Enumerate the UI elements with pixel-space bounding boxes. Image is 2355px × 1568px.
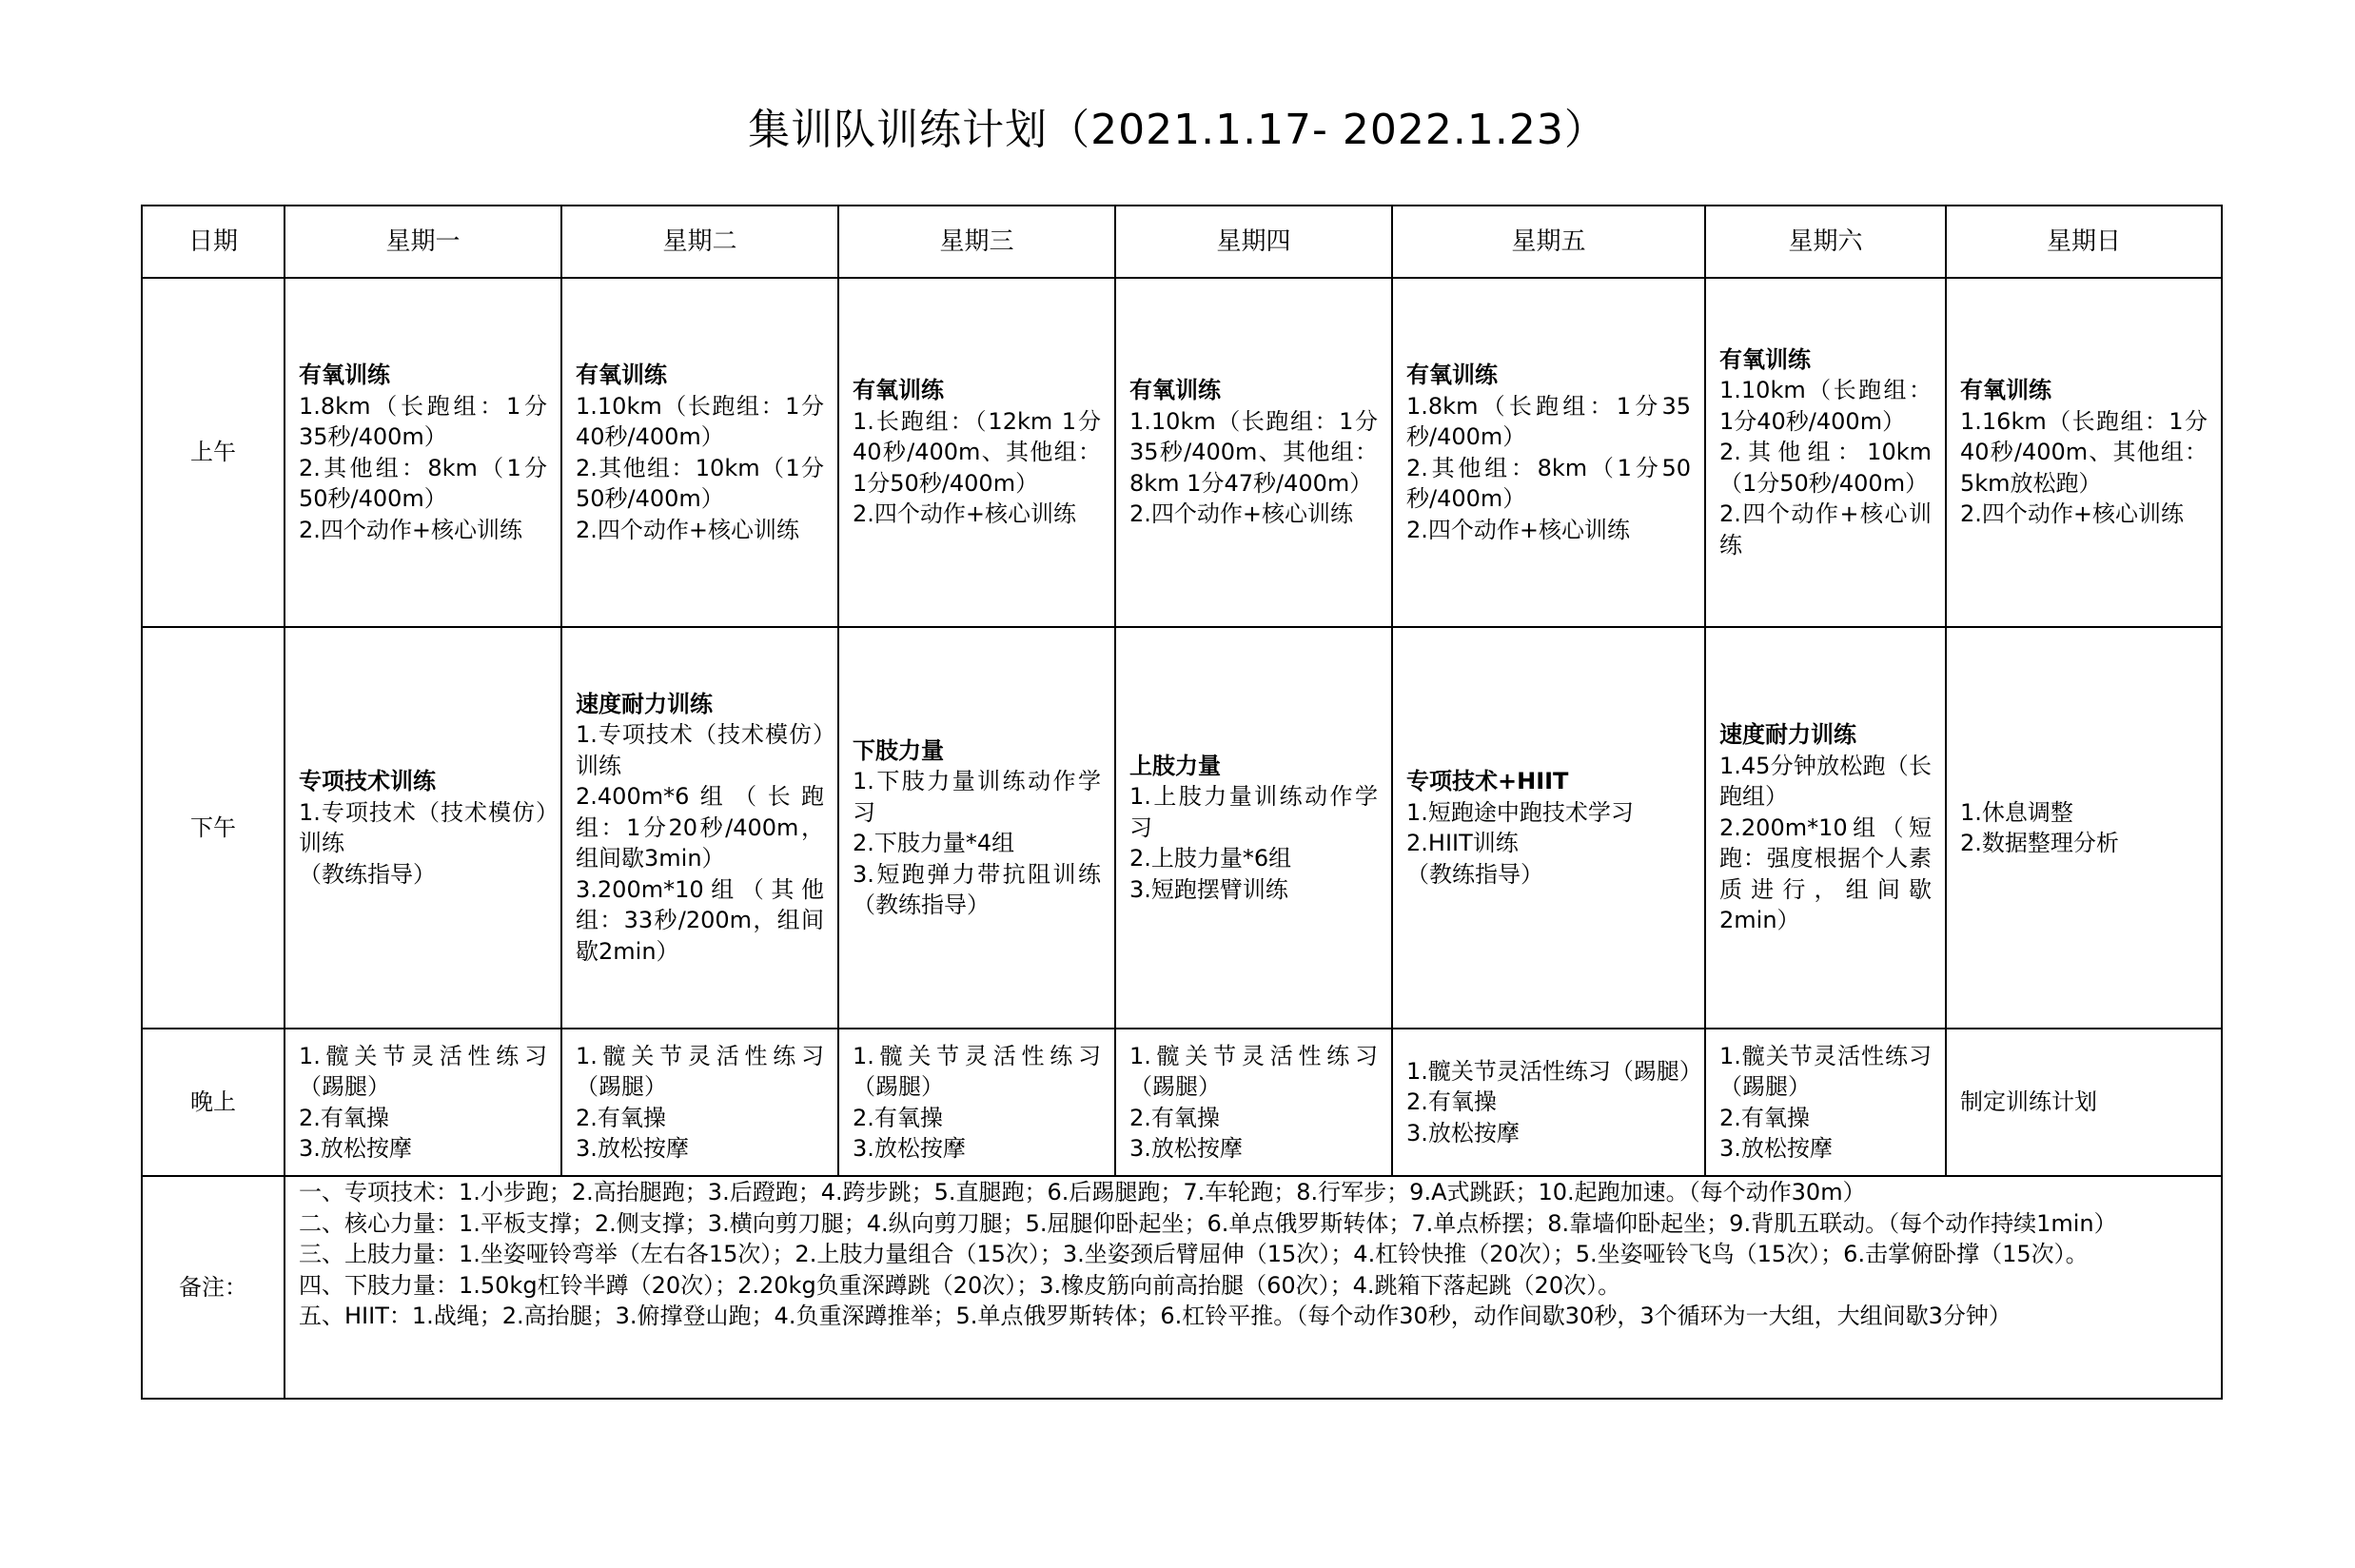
note-line: 二、核心力量：1.平板支撑；2.侧支撑；3.横向剪刀腿；4.纵向剪刀腿；5.屈腿仰卧起坐；6.单点俄罗斯转体；7.单点桥摆；8.靠墙仰卧起坐；9.背肌五联动。（每个动作持续1min）: [299, 1209, 2117, 1237]
cell-line: 3.放松按摩: [1719, 1135, 1833, 1162]
cell-line: 3.200m*10组（其他组：33秒/200m，组间歇2min）: [576, 875, 824, 965]
cell-line: 1.长跑组：（12km 1分40秒/400m、其他组：1分50秒/400m）: [853, 407, 1101, 497]
cell-heading: 速度耐力训练: [1719, 721, 1856, 749]
morning-cell-day-7: [1946, 278, 2222, 627]
cell-line: 2.其他组：8km（1分50秒/400m）: [299, 454, 547, 512]
header-day: 星期三: [838, 206, 1115, 278]
cell-line: 1.45分钟放松跑（长跑组）: [1719, 752, 1932, 811]
cell-line: 2.四个动作+核心训练: [1129, 500, 1354, 528]
notes-label: 备注：: [142, 1176, 285, 1399]
afternoon-cell-day-3: [838, 627, 1115, 1029]
evening-cell-day-1: [285, 1029, 561, 1176]
afternoon-cell-day-5: [1392, 627, 1705, 1029]
cell-heading: 有氧训练: [1960, 377, 2051, 404]
cell-heading: 专项技术训练: [299, 768, 436, 794]
cell-line: 1.8km（长跑组：1分35秒/400m）: [299, 392, 547, 450]
cell-line: 2.有氧操: [299, 1104, 389, 1131]
afternoon-cell-day-2: [561, 627, 838, 1029]
evening-cell-day-3: [838, 1029, 1115, 1176]
note-line: 五、HIIT：1.战绳；2.高抬腿；3.俯撑登山跑；4.负重深蹲推举；5.单点俄罗斯转体；6.杠铃平推。（每个动作30秒，动作间歇30秒，3个循环为一大组，大组间歇3分钟）: [299, 1303, 2012, 1329]
cell-heading: 有氧训练: [1129, 377, 1221, 404]
cell-line: 2.数据整理分析: [1960, 830, 2119, 856]
header-day: 星期六: [1705, 206, 1946, 278]
cell-line: 3.放松按摩: [299, 1135, 412, 1162]
cell-line: 1.髋关节灵活性练习（踢腿）: [1719, 1042, 1932, 1100]
header-date: 日期: [142, 206, 285, 278]
cell-line: 2.HIIT训练: [1406, 830, 1519, 856]
cell-heading: 上肢力量: [1129, 752, 1221, 779]
header-row: [142, 206, 2222, 278]
cell-line: 2.四个动作+核心训练: [853, 500, 1077, 528]
afternoon-cell-day-1: [285, 627, 561, 1029]
cell-line: 2.有氧操: [1719, 1104, 1810, 1131]
cell-line: 1.16km（长跑组：1分40秒/400m、其他组：5km放松跑）: [1960, 407, 2208, 497]
cell-line: 1.髋关节灵活性练习（踢腿）: [853, 1042, 1101, 1100]
notes-cell: [285, 1176, 2222, 1399]
cell-line: 2.其他组：8km（1分50秒/400m）: [1406, 454, 1691, 512]
cell-line: 1.10km（长跑组：1分40秒/400m）: [576, 392, 824, 450]
header-day: 星期四: [1115, 206, 1392, 278]
cell-line: 1.上肢力量训练动作学习: [1129, 783, 1378, 841]
header-day: 星期日: [1946, 206, 2222, 278]
note-line: 四、下肢力量：1.50kg杠铃半蹲（20次）；2.20kg负重深蹲跳（20次）；3.橡皮筋向前高抬腿（60次）；4.跳箱下落起跳（20次）。: [299, 1271, 1621, 1299]
note-line: 三、上肢力量：1.坐姿哑铃弯举（左右各15次）；2.上肢力量组合（15次）；3.坐姿颈后臂屈伸（15次）；4.杠铃快推（20次）；5.坐姿哑铃飞鸟（15次）；6.击掌俯卧撑（15次）。: [299, 1241, 2089, 1267]
cell-line: 1.髋关节灵活性练习（踢腿）: [576, 1042, 824, 1100]
cell-heading: 有氧训练: [1406, 362, 1498, 388]
cell-line: 1.专项技术（技术模仿）训练: [299, 798, 547, 856]
cell-line: 2.400m*6组（长跑组：1分20秒/400m，组间歇3min）: [576, 783, 824, 872]
cell-heading: 速度耐力训练: [576, 690, 713, 717]
cell-line: 2.上肢力量*6组: [1129, 845, 1292, 872]
cell-line: 2.有氧操: [1129, 1104, 1220, 1131]
header-day: 星期一: [285, 206, 561, 278]
cell-line: 1.髋关节灵活性练习（踢腿）: [1406, 1057, 1702, 1085]
evening-cell-day-7: [1946, 1029, 2222, 1176]
training-plan-table: [141, 205, 2223, 1400]
cell-heading: 有氧训练: [853, 377, 944, 404]
row-label-morning: 上午: [142, 278, 285, 627]
morning-cell-day-5: [1392, 278, 1705, 627]
cell-heading: 专项技术+HIIT: [1406, 768, 1569, 794]
cell-heading: 下肢力量: [853, 736, 944, 764]
cell-line: 2.四个动作+核心训练: [1406, 516, 1631, 543]
afternoon-cell-day-4: [1115, 627, 1392, 1029]
cell-line: 3.放松按摩: [1129, 1135, 1243, 1162]
cell-heading: 有氧训练: [1719, 345, 1811, 373]
cell-heading: 有氧训练: [299, 362, 390, 388]
cell-line: 制定训练计划: [1960, 1088, 2097, 1116]
cell-line: 2.其他组：10km（1分50秒/400m）: [576, 454, 824, 512]
row-label-evening: 晚上: [142, 1029, 285, 1176]
cell-line: 1.下肢力量训练动作学习: [853, 768, 1101, 826]
cell-line: 2.有氧操: [853, 1104, 943, 1131]
header-day: 星期五: [1392, 206, 1705, 278]
cell-line: 1.8km（长跑组：1分35秒/400m）: [1406, 392, 1691, 450]
morning-cell-day-1: [285, 278, 561, 627]
morning-row: [142, 278, 2222, 627]
cell-line: 2.四个动作+核心训练: [299, 516, 523, 543]
cell-line: 3.放松按摩: [853, 1135, 966, 1162]
cell-line: 2.下肢力量*4组: [853, 830, 1015, 856]
header-day: 星期二: [561, 206, 838, 278]
morning-cell-day-3: [838, 278, 1115, 627]
cell-line: 1.髋关节灵活性练习（踢腿）: [299, 1042, 547, 1100]
cell-line: 3.短跑摆臂训练: [1129, 875, 1288, 903]
cell-line: 2.有氧操: [1406, 1088, 1497, 1116]
cell-line: 2.有氧操: [576, 1104, 666, 1131]
row-label-afternoon: 下午: [142, 627, 285, 1029]
morning-cell-day-2: [561, 278, 838, 627]
cell-heading: 有氧训练: [576, 362, 667, 388]
afternoon-cell-day-6: [1705, 627, 1946, 1029]
afternoon-cell-day-7: [1946, 627, 2222, 1029]
morning-cell-day-6: [1705, 278, 1946, 627]
cell-line: 2.四个动作+核心训练: [1960, 500, 2185, 528]
cell-line: 1.10km（长跑组：1分40秒/400m）: [1719, 377, 1932, 435]
cell-line: 1.休息调整: [1960, 798, 2073, 826]
cell-line: 1.髋关节灵活性练习（踢腿）: [1129, 1042, 1378, 1100]
page-title: 集训队训练计划（2021.1.17- 2022.1.23）: [748, 106, 1607, 154]
cell-line: 2.四个动作+核心训练: [576, 516, 800, 543]
cell-line: （教练指导）: [299, 860, 436, 888]
cell-line: 2.200m*10组（短跑：强度根据个人素质进行，组间歇2min）: [1719, 813, 1932, 934]
cell-line: 3.放松按摩: [576, 1135, 689, 1162]
evening-cell-day-6: [1705, 1029, 1946, 1176]
morning-cell-day-4: [1115, 278, 1392, 627]
evening-cell-day-5: [1392, 1029, 1705, 1176]
cell-line: 3.放松按摩: [1406, 1119, 1520, 1147]
evening-cell-day-4: [1115, 1029, 1392, 1176]
cell-line: 2.四个动作+核心训练: [1719, 500, 1932, 559]
evening-cell-day-2: [561, 1029, 838, 1176]
cell-line: 3.短跑弹力带抗阻训练（教练指导）: [853, 860, 1101, 918]
cell-line: 1.10km（长跑组：1分35秒/400m、其他组：8km 1分47秒/400m）: [1129, 407, 1378, 497]
afternoon-row: [142, 627, 2222, 1029]
evening-row: [142, 1029, 2222, 1176]
cell-line: （教练指导）: [1406, 860, 1543, 888]
cell-line: 1.专项技术（技术模仿）训练: [576, 721, 824, 779]
cell-line: 2.其他组：10km（1分50秒/400m）: [1719, 439, 1932, 497]
cell-line: 1.短跑途中跑技术学习: [1406, 798, 1634, 826]
notes-row: [142, 1176, 2222, 1399]
note-line: 一、专项技术：1.小步跑；2.高抬腿跑；3.后蹬跑；4.跨步跳；5.直腿跑；6.后踢腿跑；7.车轮跑；8.行军步；9.A式跳跃；10.起跑加速。（每个动作30m）: [299, 1179, 1866, 1205]
